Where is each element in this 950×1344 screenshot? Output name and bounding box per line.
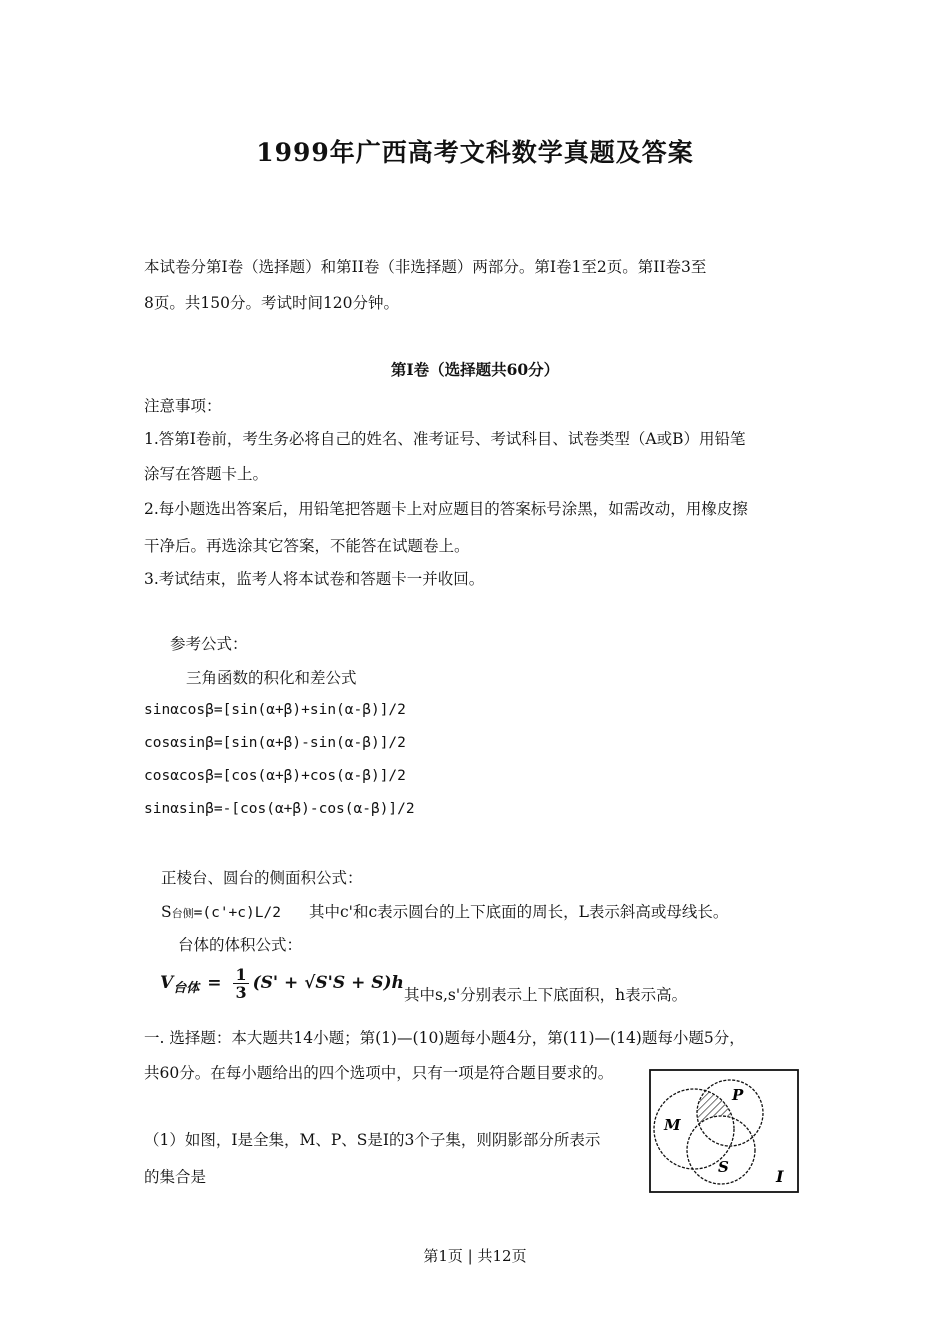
venn-label-M: M	[664, 1116, 681, 1134]
venn-diagram	[648, 1068, 800, 1194]
notice-item-2-line-2: 干净后。再选涂其它答案，不能答在试题卷上。	[144, 537, 470, 555]
volume-equals: =	[207, 973, 222, 993]
volume-heading: 台体的体积公式：	[178, 936, 303, 954]
volume-note: 其中s,s'分别表示上下底面积，h表示高。	[404, 986, 688, 1004]
trig-heading: 三角函数的积化和差公式	[186, 669, 357, 687]
trig-formula-4: sinαsinβ=-[cos(α+β)-cos(α-β)]/2	[144, 801, 415, 817]
lateral-area-heading: 正棱台、圆台的侧面积公式：	[161, 869, 363, 887]
intro-line-1: 本试卷分第Ⅰ卷（选择题）和第II卷（非选择题）两部分。第Ⅰ卷1至2页。第II卷3至	[144, 258, 707, 276]
trig-formula-1: sinαcosβ=[sin(α+β)+sin(α-β)]/2	[144, 702, 406, 718]
reference-heading: 参考公式：	[170, 635, 248, 653]
section-heading: 第Ⅰ卷（选择题共60分）	[390, 360, 560, 379]
volume-formula	[160, 962, 404, 1004]
notice-item-3: 3.考试结束，监考人将本试卷和答题卡一并收回。	[144, 570, 485, 588]
page-title: 1999年广西高考文科数学真题及答案	[256, 138, 694, 167]
question-1-line-2: 的集合是	[144, 1168, 207, 1186]
venn-label-I: I	[776, 1167, 784, 1186]
trig-formula-2: cosαsinβ=[sin(α+β)-sin(α-β)]/2	[144, 735, 406, 751]
page-footer: 第1页 | 共12页	[423, 1247, 527, 1265]
lateral-subscript: 台侧	[171, 907, 194, 920]
lateral-area-note: 其中c'和c表示圆台的上下底面的周长，L表示斜高或母线长。	[309, 903, 729, 921]
volume-numerator: 1	[235, 964, 247, 984]
question-1-line-1: （1）如图，I是全集，M、P、S是I的3个子集，则阴影部分所表示	[144, 1131, 601, 1149]
venn-label-S: S	[718, 1158, 729, 1176]
volume-V: V	[160, 973, 174, 993]
part1-line-1: 一. 选择题：本大题共14小题；第(1)—(10)题每小题4分，第(11)—(14)题每小题5分，	[144, 1029, 745, 1047]
notice-heading: 注意事项：	[144, 397, 222, 415]
notice-item-1-line-2: 涂写在答题卡上。	[144, 465, 269, 483]
venn-label-P: P	[732, 1086, 744, 1104]
volume-fraction	[233, 966, 248, 1001]
trig-formula-3: cosαcosβ=[cos(α+β)+cos(α-β)]/2	[144, 768, 406, 784]
notice-item-2-line-1: 2.每小题选出答案后，用铅笔把答题卡上对应题目的答案标号涂黑，如需改动，用橡皮擦	[144, 500, 748, 518]
volume-subscript: 台体	[173, 980, 200, 996]
notice-item-1-line-1: 1.答第Ⅰ卷前，考生务必将自己的姓名、准考证号、考试科目、试卷类型（A或B）用铅笔	[144, 430, 746, 448]
part1-line-2: 共60分。在每小题给出的四个选项中，只有一项是符合题目要求的。	[144, 1064, 614, 1082]
intro-line-2: 8页。共150分。考试时间120分钟。	[144, 294, 400, 312]
lateral-expression: =(c'+c)L/2	[193, 905, 281, 921]
volume-denominator: 3	[235, 982, 247, 1002]
lateral-area-formula	[161, 902, 281, 924]
volume-body: (S' + √S'S + S)h	[252, 973, 404, 993]
lateral-S: S	[161, 903, 172, 921]
